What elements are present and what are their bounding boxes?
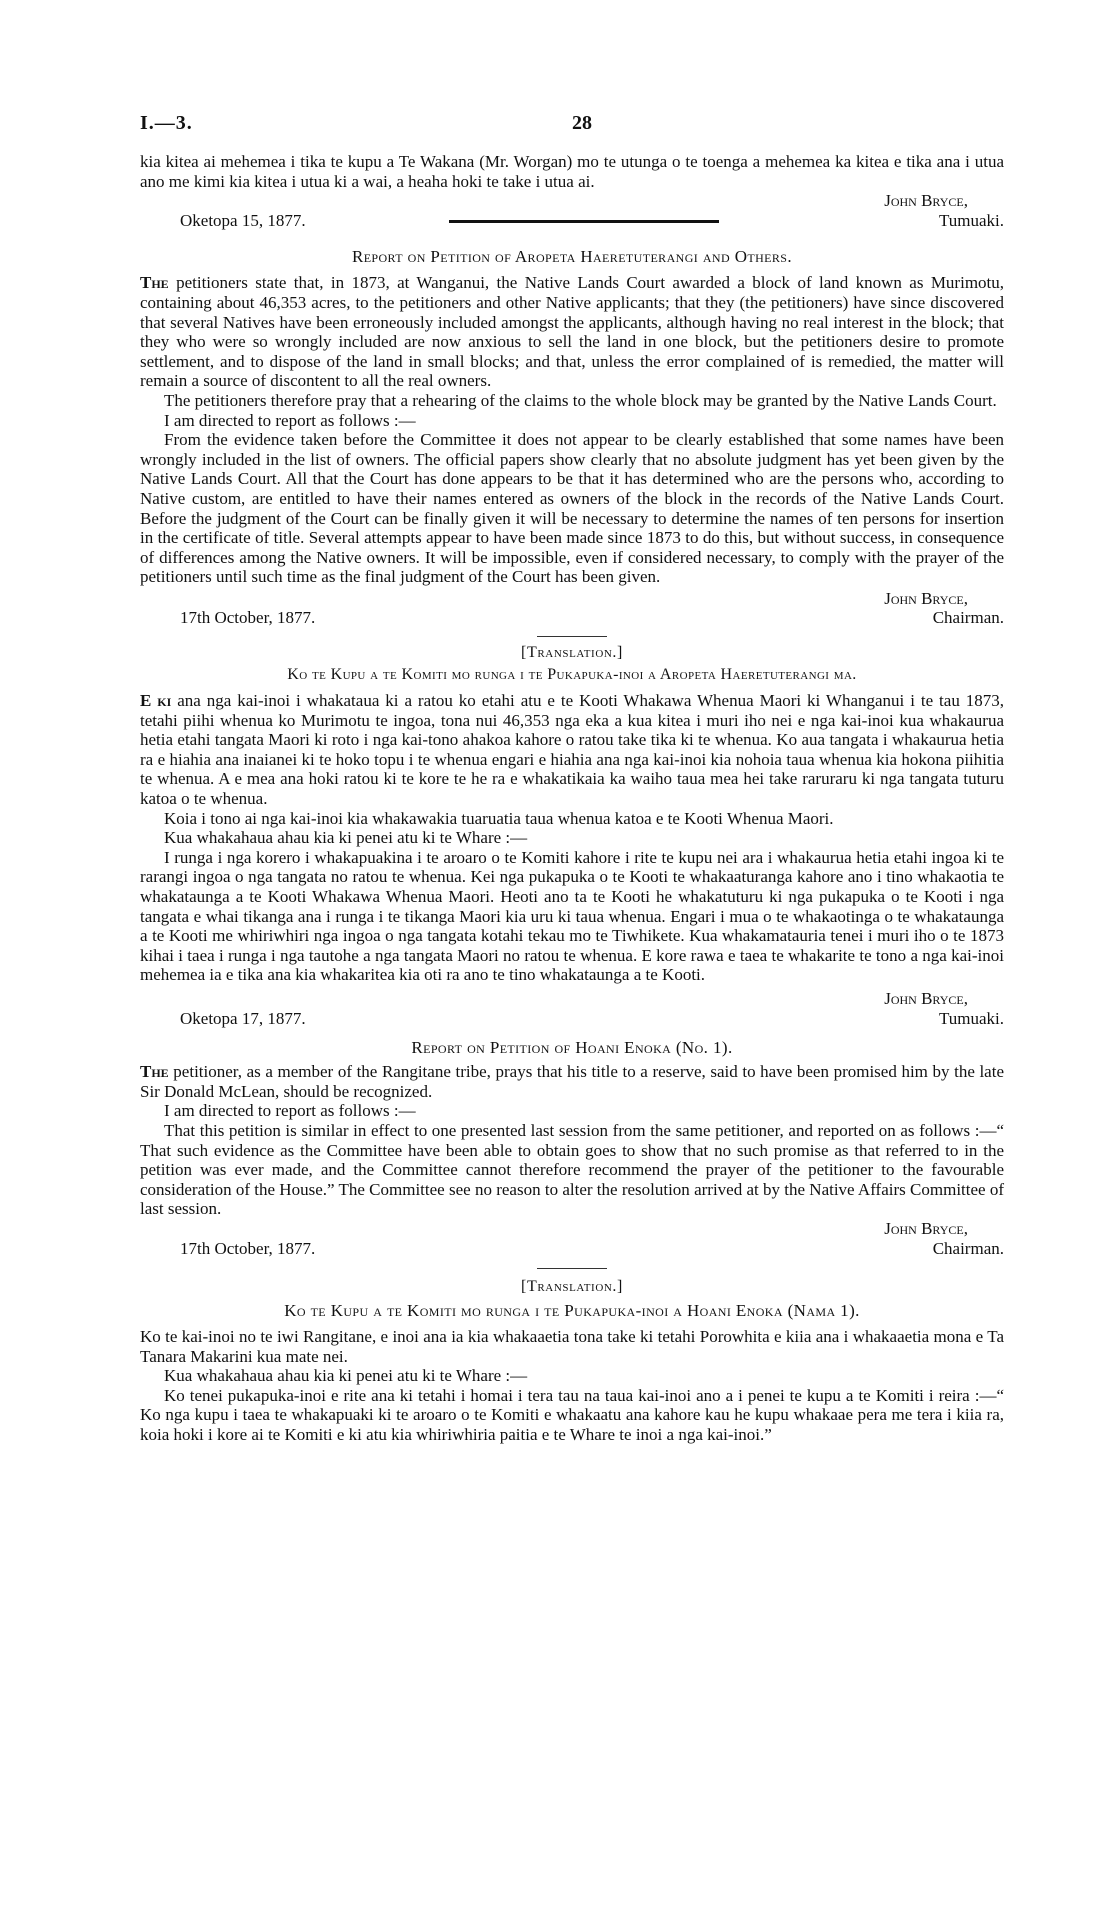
translation-paragraph bbox=[140, 691, 1004, 809]
report-paragraph bbox=[140, 273, 1004, 391]
directed-line: I am directed to report as follows :— bbox=[164, 1101, 416, 1121]
translation-paragraph: Ko tenei pukapuka-inoi e rite ana ki tetahi i homai i tera tau na taua kai-inoi ano a i penei te kupu a te Komiti i reira :—“ Ko nga kupu i taea te whakapuaki ki te aroaro o te Komiti e whakaatu ana kahore kau he kupu whakaae pera me tera i kiia ra, koia hoki i kore ai te Komiti e ki atu kia whiriwhiria paitia e te Whare te inoi a nga kai-inoi.” bbox=[140, 1385, 1004, 1445]
report-aropeta bbox=[140, 247, 1004, 628]
opening-word: The bbox=[140, 273, 169, 293]
signature-block bbox=[884, 989, 1004, 1028]
translation-aropeta bbox=[140, 643, 1004, 1028]
signature-row bbox=[140, 989, 1004, 1028]
paragraph-text: petitioner, as a member of the Rangitane tribe, prays that his title to a reserve, said to have been promised him by the late Sir Donald McLean, should be recognized. bbox=[140, 1062, 1004, 1101]
report-paragraph bbox=[140, 1062, 1004, 1101]
signature-title: Tumuaki. bbox=[938, 1008, 1004, 1028]
directed-line: Kua whakahaua ahau kia ki penei atu ki te Whare :— bbox=[164, 828, 528, 848]
opening-word: The bbox=[140, 1062, 169, 1082]
signature-date: Oketopa 17, 1877. bbox=[180, 1008, 306, 1028]
translation-heading: Ko te Kupu a te Komiti mo runga i te Pukapuka-inoi a Aropeta Haeretuterangi ma. bbox=[287, 666, 857, 684]
signature-title: Chairman. bbox=[932, 1238, 1004, 1258]
report-paragraph: That this petition is similar in effect to one presented last session from the same petitioner, and reported on as follows :—“ That such evidence as the Committee have been able to obtain goes to show that no such promise as that referred to in the petition was ever made, and the Committee cannot therefore recommend the prayer of the petitioner to the favourable consideration of the House.” The Committee see no reason to alter the resolution arrived at by the Native Affairs Committee of last session. bbox=[140, 1120, 1004, 1219]
report-paragraph: The petitioners therefore pray that a rehearing of the claims to the whole block may be granted by the Native Lands Court. bbox=[164, 390, 997, 410]
translation-paragraph: Koia i tono ai nga kai-inoi kia whakawakia tuaruatia taua whenua katoa e te Kooti Whenua Maori. bbox=[164, 808, 834, 828]
signature-name: John Bryce, bbox=[884, 588, 968, 608]
top-section bbox=[140, 152, 1004, 230]
report-heading bbox=[140, 247, 1004, 267]
directed-line: Kua whakahaua ahau kia ki penei atu ki te Whare :— bbox=[164, 1366, 528, 1386]
report-heading-main: Report on Petition of Aropeta Haeretuterangi bbox=[351, 247, 699, 267]
directed-line: I am directed to report as follows :— bbox=[164, 410, 416, 430]
signature-title: Tumuaki. bbox=[938, 210, 1004, 230]
page-header bbox=[140, 112, 1004, 152]
report-heading-suffix: and Others. bbox=[702, 247, 793, 267]
report-heading: Report on Petition of Hoani Enoka (No. 1). bbox=[411, 1038, 733, 1058]
translation-paragraph: Ko te kai-inoi no te iwi Rangitane, e inoi ana ia kia whakaaetia tona take ki tetahi Porowhita e kiia ana i whakaaetia mona e Ta Tanara Makarini kua mate nei. bbox=[140, 1327, 1004, 1366]
continued-paragraph: kia kitea ai mehemea i tika te kupu a Te Wakana (Mr. Worgan) mo te utunga o te toenga a mehemea ka kitea e tika ana i utua ano me kimi kia kitea i utua ki a wai, a heaha hoki te take i utua ai. bbox=[140, 152, 1004, 191]
report-paragraph: From the evidence taken before the Committee it does not appear to be clearly established that some names have been wrongly included in the list of owners. The official papers show clearly that no absolute judgment has yet been given by the Native Lands Court. All that the Court has done appears to be that it has determined who are the persons who, according to Native custom, are entitled to have their names entered as owners of the block in the records of the Native Lands Court. Before the judgment of the Court can be finally given it will be necessary to determine the names of ten persons for insertion in the certificate of title. Several attempts appear to have been made since 1873 to do this, but without success, in consequence of differences among the Native owners. It will be impossible, even if considered necessary, to comply with the prayer of the petitioners until such time as the final judgment of the Court has been given. bbox=[140, 430, 1004, 587]
translation-hoani bbox=[140, 1277, 1004, 1445]
signature-row bbox=[140, 589, 1004, 628]
signature-block bbox=[884, 589, 1004, 628]
paragraph-text: petitioners state that, in 1873, at Wanganui, the Native Lands Court awarded a block of land known as Murimotu, containing about 46,353 acres, to the petitioners and other Native applicants; that they (the petitioners) have since discovered that several Natives have been erroneously included amongst the applicants, although having no real interest in the block; that they who were so wrongly included are now anxious to sell the land in one block, but the petitioners desire to promote settlement, and to dispose of the land in small blocks; and that, unless the error complained of is remedied, the matter will remain a source of discontent to all the real owners. bbox=[140, 273, 1005, 391]
translation-paragraph: I runga i nga korero i whakapuakina i te aroaro o te Komiti kahore i rite te kupu nei ara i whakaurua hetia etahi ingoa ki te rarangi ingoa o nga tangata no ratou te whenua. Kei nga pukapuka o te Kooti te whakaaturanga kahore ano i tino whakaotia te whakataunga a te Kooti Whakawa Whenua Maori. Heoti ano ta te Kooti he whakatuturu ki nga pukapuka o te Kooti i nga tangata e whai tikanga ana i runga i te tikanga Maori kia uru ki taua whenua. Engari i mua o te whakaotinga o te whakataunga a te Kooti me whiriwhiri nga ingoa o nga tangata kotahi tekau mo te Tiwhikete. Kua whakamatauria tenei i muri iho o te 1873 kihai i taea i runga i nga tautohe a nga tangata Maori no ratou te whenua. E kore rawa e taea te whakarite te tono a nga kai-inoi mehemea ia e tika ana kia whakaritea kia oti ra ano te tino whakataunga a te Kooti. bbox=[140, 847, 1004, 985]
page-number: 28 bbox=[572, 112, 592, 134]
document-reference: I.—3. bbox=[140, 112, 193, 134]
signature-name: John Bryce, bbox=[884, 988, 968, 1008]
section-divider bbox=[449, 220, 719, 223]
signature-row bbox=[140, 1219, 1004, 1258]
report-hoani bbox=[140, 1038, 1004, 1258]
translation-heading: Ko te Kupu a te Komiti mo runga i te Pukapuka-inoi a Hoani Enoka (Nama 1). bbox=[284, 1301, 860, 1321]
paragraph-text: ana nga kai-inoi i whakataua ki a ratou ko etahi atu e te Kooti Whakawa Whenua Maori ki Whanganui i te tau 1873, tetahi piihi whenua ko Murimotu te ingoa, tona nui 46,353 nga eka a kua kitea i muri iho nei e nga kai-inoi kua whakaurua hetia etahi tangata Maori ki roto i nga kai-tono ahakoa kahore o ratou take tika ki te whenua. Ko aua tangata i whakaurua hetia ra e hiahia ana inaianei ki te hoko topu i te whenua engari e hiahia ana nga kai-inoi kia nohoia taua whenua kia hokona piihitia te whenua. A e mea ana hoki ratou ki te kore te he ra e whakatikaia ka waiho taua mea hei take raruraru ki nga tangata tuturu katoa o te whenua. bbox=[140, 691, 1004, 809]
signature-name: John Bryce, bbox=[884, 1218, 968, 1238]
signature-date: 17th October, 1877. bbox=[180, 608, 316, 628]
signature-row bbox=[140, 191, 1004, 230]
signature-date: 17th October, 1877. bbox=[180, 1238, 316, 1258]
signature-title: Chairman. bbox=[932, 608, 1004, 628]
signature-date: Oketopa 15, 1877. bbox=[180, 210, 306, 230]
translation-label: [Translation.] bbox=[521, 644, 623, 662]
section-divider bbox=[537, 636, 607, 637]
signature-block bbox=[884, 191, 1004, 230]
opening-word: E ki bbox=[140, 691, 172, 711]
translation-label: [Translation.] bbox=[521, 1278, 623, 1296]
signature-name: John Bryce, bbox=[884, 191, 968, 211]
signature-block bbox=[884, 1219, 1004, 1258]
section-divider bbox=[537, 1268, 607, 1269]
